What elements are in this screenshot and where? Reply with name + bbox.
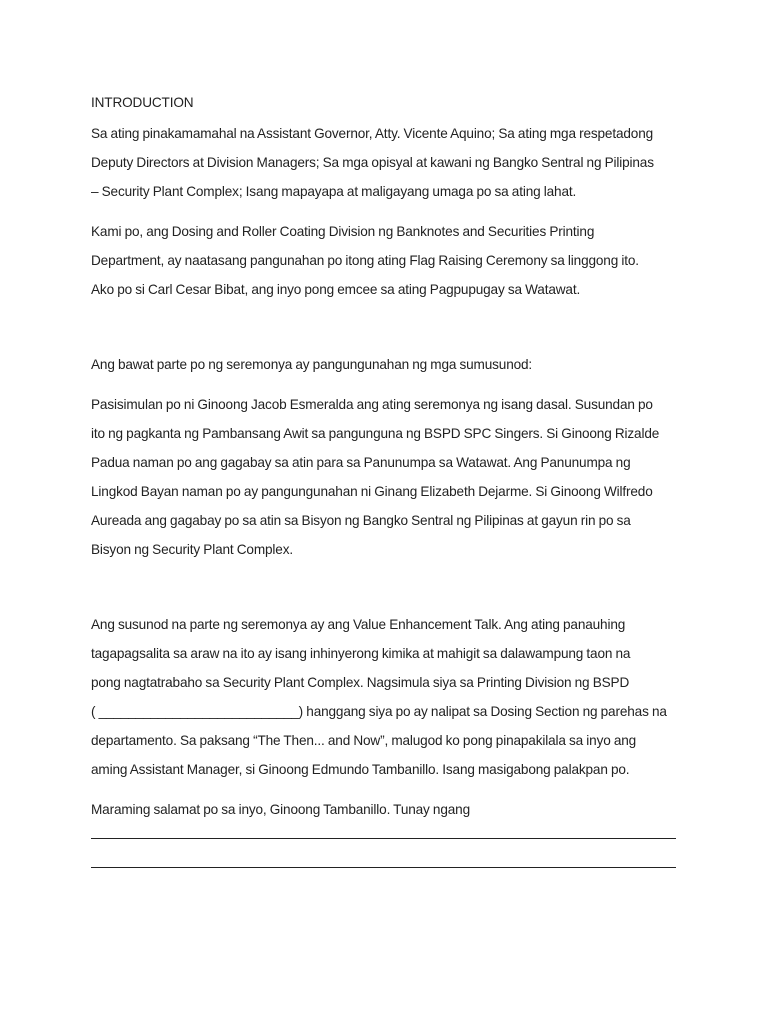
paragraph-line: Padua naman po ang gagabay sa atin para sa Panunumpa sa Watawat. Ang Panunumpa ng (91, 455, 631, 470)
program-intro-paragraph (91, 355, 691, 384)
paragraph-line: Lingkod Bayan naman po ay pangungunahan ni Ginang Elizabeth Dejarme. Si Ginoong Wilfredo (91, 484, 653, 499)
program-paragraph (91, 395, 691, 569)
paragraph-line: Pasisimulan po ni Ginoong Jacob Esmeralda ang ating seremonya ng isang dasal. Susundan po (91, 397, 653, 412)
paragraph-line: aming Assistant Manager, si Ginoong Edmundo Tambanillo. Isang masigabong palakpan po. (91, 762, 630, 777)
fill-in-blank-line (91, 867, 676, 868)
paragraph-line: Ang susunod na parte ng seremonya ay ang Value Enhancement Talk. Ang ating panauhing (91, 617, 626, 632)
paragraph-line: ( ___________________________) hanggang siya po ay nalipat sa Dosing Section ng parehas na (91, 704, 667, 719)
paragraph-line: Bisyon ng Security Plant Complex. (91, 542, 293, 557)
paragraph-line: tagapagsalita sa araw na ito ay isang inhinyerong kimika at mahigit sa dalawampung taon na (91, 646, 631, 661)
paragraph-line: pong nagtatrabaho sa Security Plant Complex. Nagsimula siya sa Printing Division ng BSPD (91, 675, 630, 690)
paragraph-line: Ang bawat parte po ng seremonya ay pangungunahan ng mga sumusunod: (91, 357, 533, 372)
document-page (91, 93, 691, 868)
fill-in-blank-line (91, 838, 676, 839)
paragraph-line: Sa ating pinakamamahal na Assistant Governor, Atty. Vicente Aquino; Sa ating mga respetadong (91, 126, 654, 141)
greeting-paragraph (91, 124, 691, 211)
paragraph-line: Department, ay naatasang pangunahan po itong ating Flag Raising Ceremony sa linggong ito. (91, 253, 639, 268)
paragraph-line: Deputy Directors at Division Managers; Sa mga opisyal at kawani ng Bangko Sentral ng Pilipinas (91, 155, 654, 170)
introduction-paragraph (91, 222, 691, 309)
speaker-introduction-paragraph (91, 615, 691, 789)
closing-paragraph (91, 800, 691, 829)
paragraph-line: Kami po, ang Dosing and Roller Coating Division ng Banknotes and Securities Printing (91, 224, 595, 239)
document-heading: INTRODUCTION (91, 95, 194, 110)
paragraph-line: Ako po si Carl Cesar Bibat, ang inyo pong emcee sa ating Pagpupugay sa Watawat. (91, 282, 581, 297)
paragraph-line: Aureada ang gagabay po sa atin sa Bisyon ng Bangko Sentral ng Pilipinas at gayun rin po sa (91, 513, 631, 528)
paragraph-line: Maraming salamat po sa inyo, Ginoong Tambanillo. Tunay ngang (91, 802, 470, 817)
paragraph-line: ito ng pagkanta ng Pambansang Awit sa pangunguna ng BSPD SPC Singers. Si Ginoong Rizalde (91, 426, 660, 441)
paragraph-line: – Security Plant Complex; Isang mapayapa at maligayang umaga po sa ating lahat. (91, 184, 577, 199)
paragraph-line: departamento. Sa paksang “The Then... and Now”, malugod ko pong pinapakilala sa inyo ang (91, 733, 637, 748)
